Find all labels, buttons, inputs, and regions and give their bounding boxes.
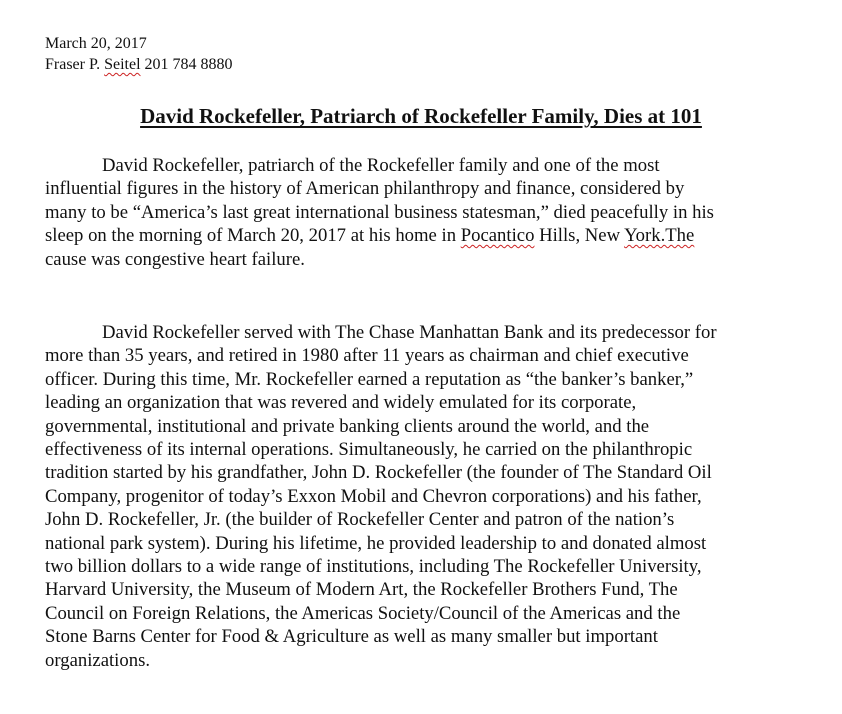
text-run: sleep on the morning of March 20, 2017 at his home in: [45, 225, 461, 247]
paragraph-line: tradition started by his grandfather, John D. Rockefeller (the founder of The Standard Oil: [45, 462, 712, 484]
paragraph-line: [45, 224, 790, 247]
paragraph-line: influential figures in the history of American philanthropy and finance, considered by: [45, 178, 685, 200]
paragraph-line: David Rockefeller, patriarch of the Rockefeller family and one of the most: [102, 155, 660, 176]
contact-name-first: Fraser P.: [45, 56, 105, 73]
paragraph-line: Harvard University, the Museum of Modern Art, the Rockefeller Brothers Fund, The: [45, 579, 678, 601]
press-release-date: March 20, 2017: [45, 35, 147, 52]
paragraph-line: many to be “America’s last great international business statesman,” died peacefully in his: [45, 201, 714, 223]
paragraph-line: two billion dollars to a wide range of institutions, including The Rockefeller University,: [45, 556, 702, 578]
paragraph-2: [45, 321, 790, 672]
document-header: [45, 33, 233, 75]
paragraph-1: [45, 154, 790, 271]
paragraph-line: organizations.: [45, 649, 151, 671]
paragraph-line: David Rockefeller served with The Chase Manhattan Bank and its predecessor for: [102, 322, 717, 343]
paragraph-line: more than 35 years, and retired in 1980 after 11 years as chairman and chief executive: [45, 345, 689, 367]
paragraph-line: leading an organization that was revered and widely emulated for its corporate,: [45, 392, 637, 414]
headline: David Rockefeller, Patriarch of Rockefeller Family, Dies at 101: [140, 104, 702, 128]
contact-name-surname: Seitel: [104, 56, 141, 73]
misspelled-word: Pocantico: [460, 225, 535, 247]
paragraph-line: Council on Foreign Relations, the Americas Society/Council of the Americas and the: [45, 602, 681, 624]
misspelled-word: York.The: [624, 225, 695, 247]
press-contact: [45, 54, 233, 75]
paragraph-line: officer. During this time, Mr. Rockefeller earned a reputation as “the banker’s banker,”: [45, 368, 694, 390]
paragraph-line: John D. Rockefeller, Jr. (the builder of Rockefeller Center and patron of the nation’s: [45, 509, 675, 531]
paragraph-line: national park system). During his lifetime, he provided leadership to and donated almost: [45, 532, 707, 554]
paragraph-line: Stone Barns Center for Food & Agriculture as well as many smaller but important: [45, 626, 658, 648]
text-run: Hills, New: [534, 225, 625, 247]
paragraph-line: cause was congestive heart failure.: [45, 248, 305, 270]
paragraph-line: Company, progenitor of today’s Exxon Mobil and Chevron corporations) and his father,: [45, 485, 702, 507]
paragraph-line: effectiveness of its internal operations. Simultaneously, he carried on the philanthropic: [45, 439, 693, 461]
contact-phone: 201 784 8880: [140, 56, 233, 73]
paragraph-line: governmental, institutional and private banking clients around the world, and the: [45, 415, 650, 437]
